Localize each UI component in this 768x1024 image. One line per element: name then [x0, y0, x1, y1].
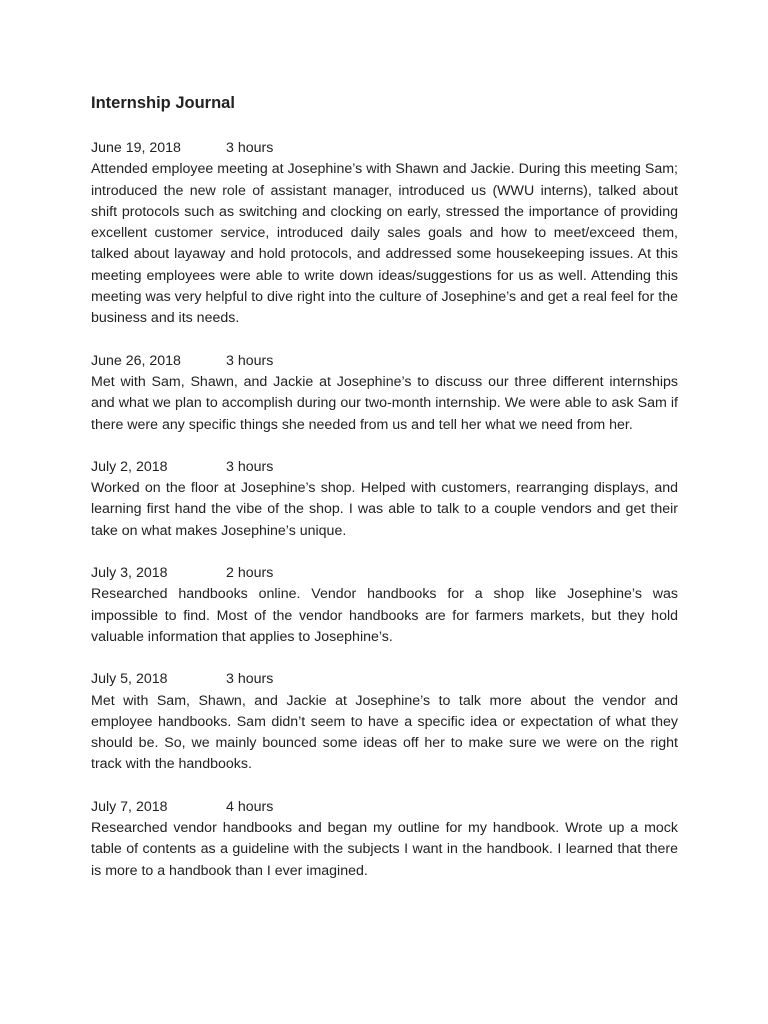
entry-header: [91, 563, 678, 584]
entry-header: [91, 457, 678, 478]
entry-hours: 3 hours: [226, 352, 274, 369]
entry-header: [91, 669, 678, 690]
entry-date: July 2, 2018: [91, 458, 168, 475]
entry-text: Researched handbooks online. Vendor handbooks for a shop like Josephine’s was impossible to find. Most of the vendor handbooks are for farmers markets, but they hold valuable information that applies to Josephine’s.: [91, 586, 678, 645]
entry-hours: 3 hours: [226, 458, 274, 475]
journal-entry: [91, 669, 678, 775]
entry-header: [91, 351, 678, 372]
document-title: Internship Journal: [91, 94, 235, 112]
document-page: [91, 92, 678, 903]
journal-entry: [91, 138, 678, 330]
entry-text: Attended employee meeting at Josephine’s with Shawn and Jackie. During this meeting Sam; introduced the new role of assistant manager, introduced us (WWU interns), talked about shift protocols such as switching and clocking on early, stressed the importance of providing excellent customer service, introduced daily sales goals and how to meet/exceed them, talked about layaway and hold protocols, and addressed some housekeeping issues. At this meeting employees were able to write down ideas/suggestions for us as well. Attending this meeting was very helpful to dive right into the culture of Josephine’s and get a real feel for the business and its needs.: [91, 161, 678, 327]
journal-entry: [91, 457, 678, 542]
entry-date: June 26, 2018: [91, 352, 181, 369]
entry-date: June 19, 2018: [91, 140, 181, 156]
entry-text: Met with Sam, Shawn, and Jackie at Josephine’s to discuss our three different internships and what we plan to accomplish during our two-month internship. We were able to ask Sam if there were any specific things she needed from us and tell her what we need from her.: [91, 373, 678, 433]
entry-hours: 4 hours: [226, 798, 274, 815]
entry-hours: 3 hours: [226, 671, 274, 688]
entry-hours: 2 hours: [226, 565, 274, 582]
journal-entry: [91, 797, 678, 882]
journal-entry: [91, 351, 678, 436]
entry-header: [91, 797, 678, 818]
entry-date: July 7, 2018: [91, 798, 168, 815]
entry-text: Met with Sam, Shawn, and Jackie at Josephine’s to talk more about the vendor and employee handbooks. Sam didn’t seem to have a specific idea or expectation of what they should be. So, we mainly bounced some ideas off her to make sure we were on the right track with the handbooks.: [91, 692, 678, 773]
entry-date: July 5, 2018: [91, 671, 168, 688]
entry-header: [91, 138, 678, 159]
entry-text: Worked on the floor at Josephine’s shop. Helped with customers, rearranging displays, and learning first hand the vibe of the shop. I was able to talk to a couple vendors and get their take on what makes Josephine’s unique.: [91, 480, 678, 539]
entry-date: July 3, 2018: [91, 565, 168, 582]
entry-text: Researched vendor handbooks and began my outline for my handbook. Wrote up a mock table of contents as a guideline with the subjects I want in the handbook. I learned that there is more to a handbook than I ever imagined.: [91, 820, 678, 879]
journal-entry: [91, 563, 678, 648]
entry-hours: 3 hours: [226, 140, 274, 156]
